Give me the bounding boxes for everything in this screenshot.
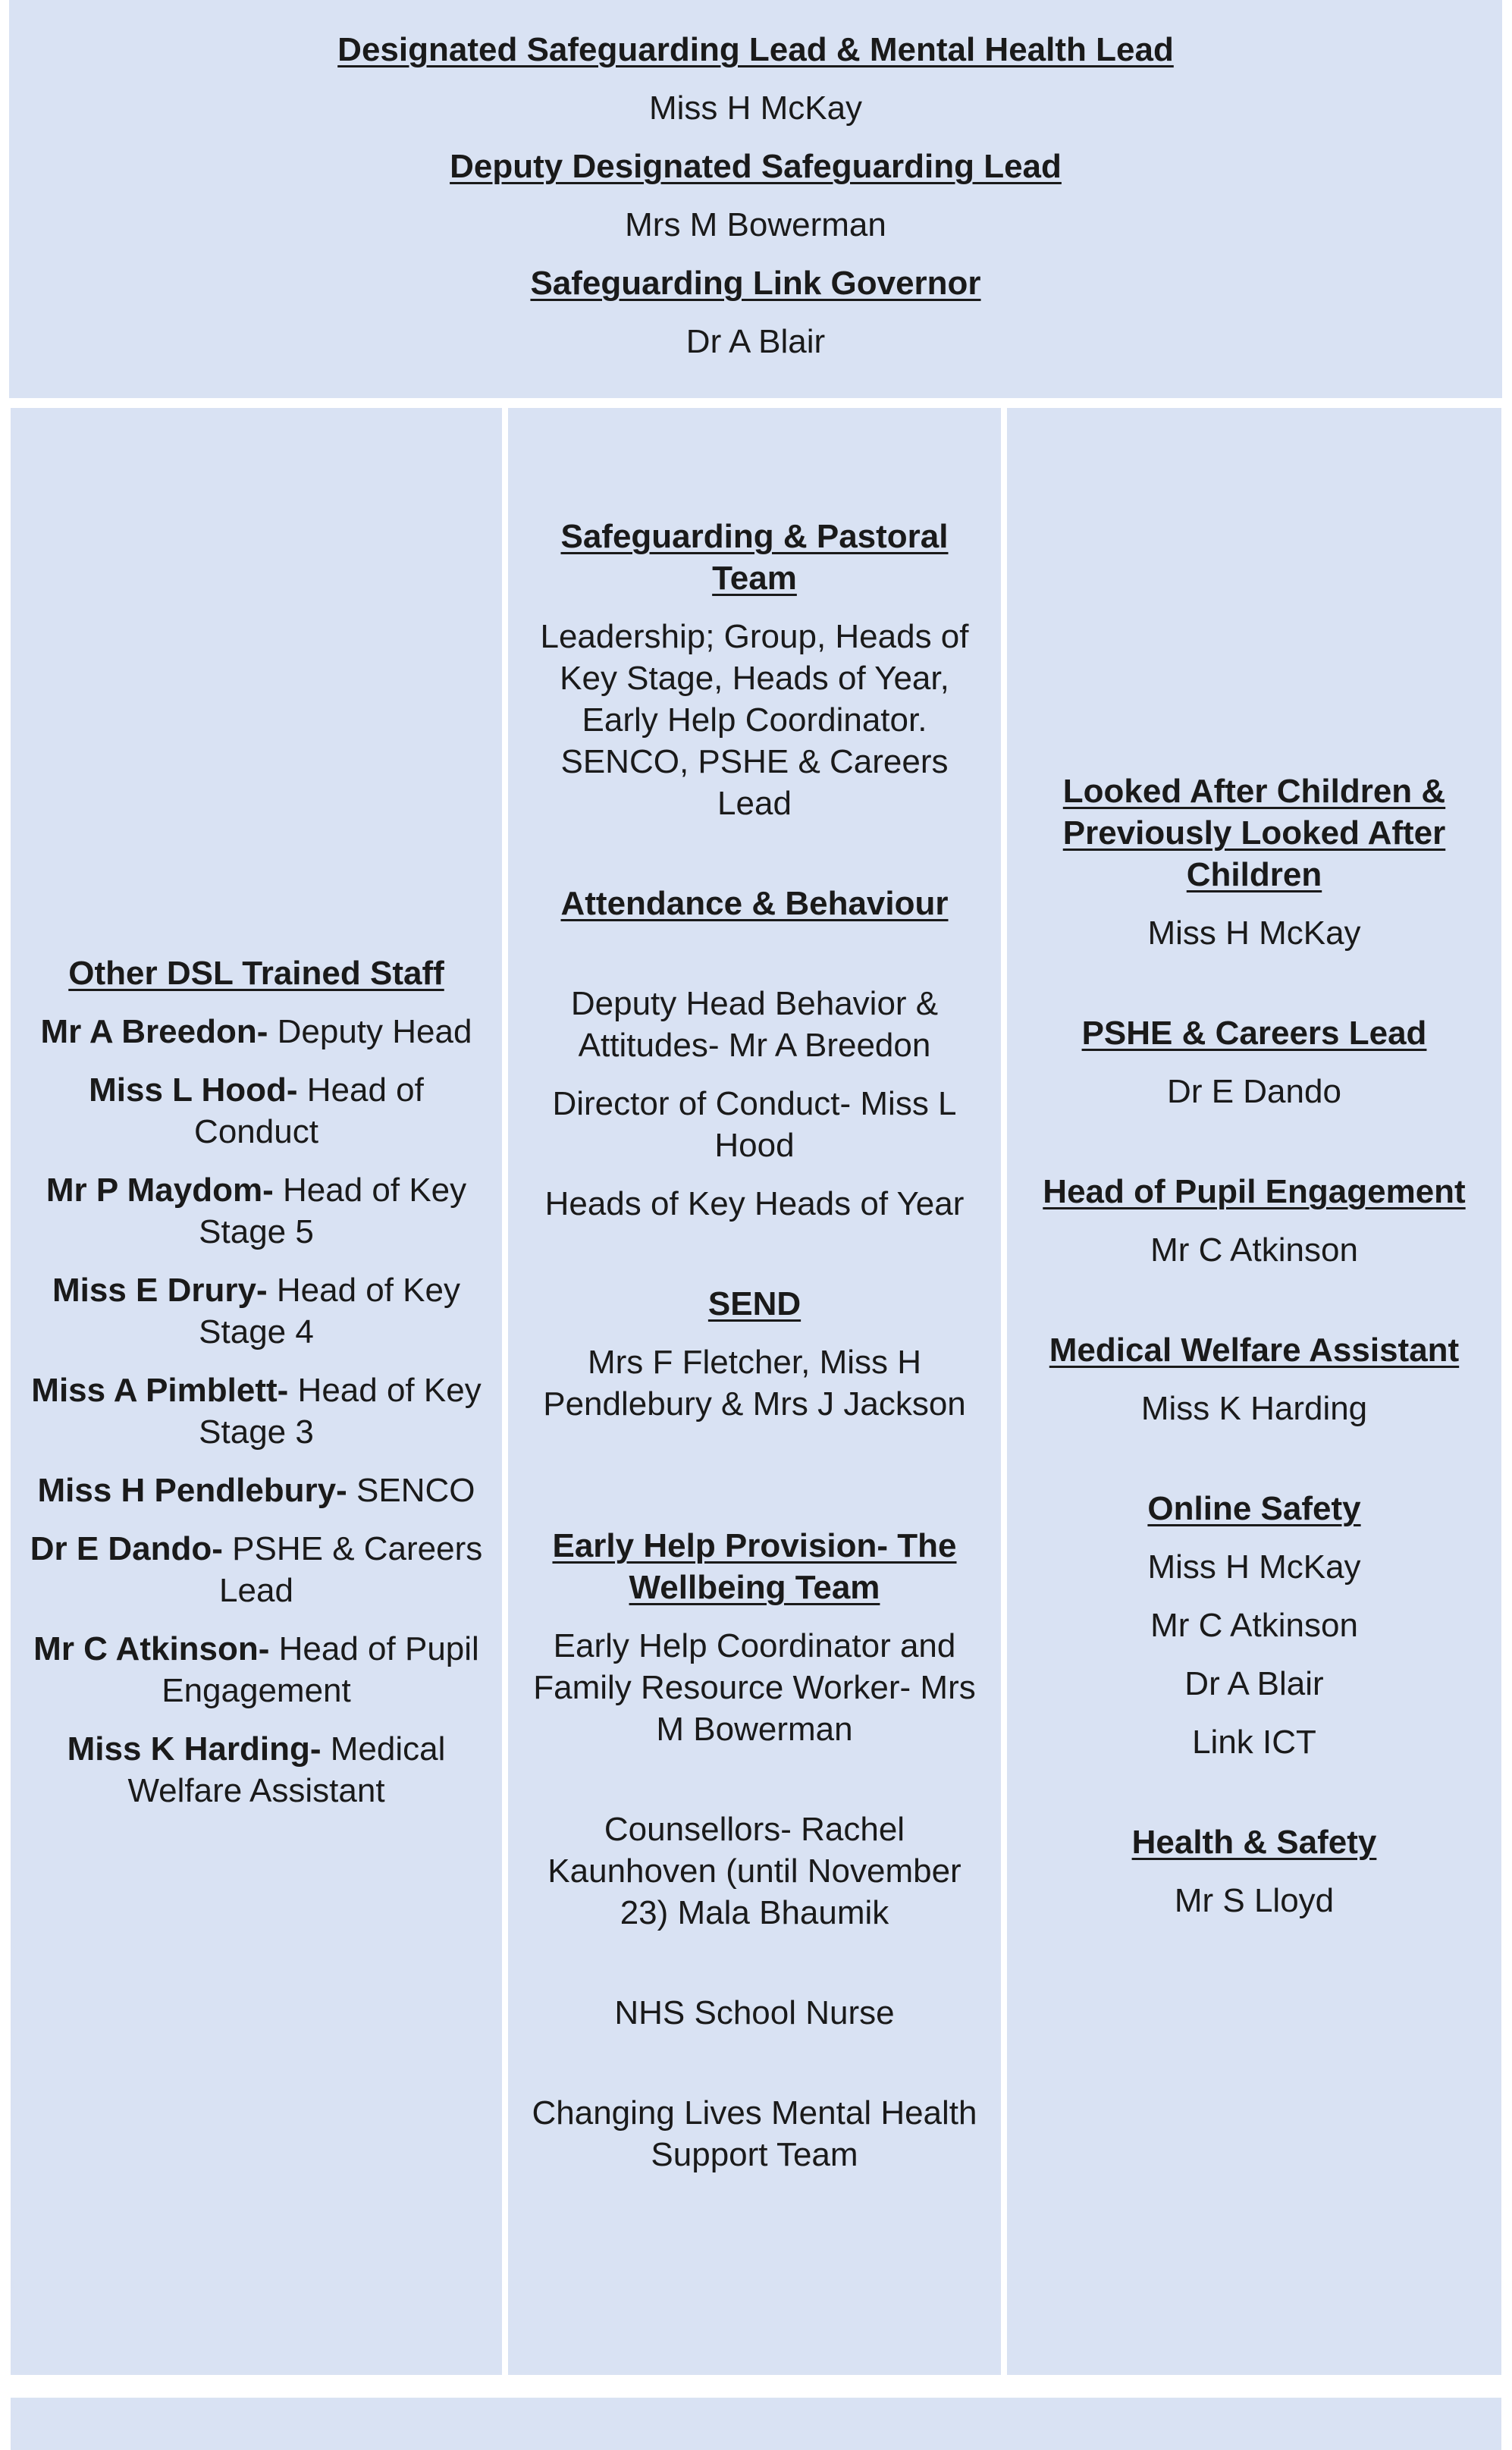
staff-role: Deputy Head bbox=[268, 1013, 472, 1050]
attendance-heading: Attendance & Behaviour bbox=[560, 885, 949, 922]
staff-entry bbox=[26, 1069, 487, 1153]
dsl-summary-panel bbox=[9, 0, 1502, 398]
send-heading: SEND bbox=[707, 1285, 801, 1322]
bottom-panel-edge bbox=[11, 2398, 1501, 2450]
online-safety-name: Miss H McKay bbox=[1147, 1548, 1361, 1586]
medical-name: Miss K Harding bbox=[1140, 1390, 1368, 1427]
staff-role: PSHE & Careers Lead bbox=[219, 1530, 483, 1609]
staff-role: SENCO bbox=[347, 1472, 475, 1509]
early-help-heading: Early Help Provision- The Wellbeing Team bbox=[552, 1527, 957, 1606]
key-roles-column bbox=[1007, 408, 1501, 2375]
online-safety-name: Link ICT bbox=[1192, 1724, 1316, 1761]
pupil-engagement-heading: Head of Pupil Engagement bbox=[1043, 1173, 1466, 1210]
early-help-text: NHS School Nurse bbox=[614, 1994, 895, 2031]
other-dsl-heading: Other DSL Trained Staff bbox=[68, 955, 444, 992]
staff-role: Medical Welfare Assistant bbox=[127, 1730, 446, 1809]
attendance-text: Heads of Key Heads of Year bbox=[544, 1185, 965, 1222]
staff-entry bbox=[41, 1011, 472, 1052]
staff-name: Mr P Maydom- bbox=[45, 1172, 274, 1209]
staff-name: Dr E Dando- bbox=[30, 1530, 223, 1567]
link-governor-heading: Safeguarding Link Governor bbox=[530, 265, 981, 302]
staff-role: Head of Key Stage 3 bbox=[199, 1372, 482, 1451]
staff-name: Miss L Hood- bbox=[89, 1071, 298, 1109]
staff-entry bbox=[26, 1728, 487, 1812]
lac-heading: Looked After Children & Previously Looked After Children bbox=[1062, 773, 1446, 893]
online-safety-name: Mr C Atkinson bbox=[1150, 1607, 1358, 1644]
staff-name: Miss E Drury- bbox=[52, 1272, 268, 1309]
attendance-text: Deputy Head Behavior & Attitudes- Mr A Breedon bbox=[570, 985, 939, 1064]
pshe-heading: PSHE & Careers Lead bbox=[1081, 1015, 1427, 1052]
online-safety-heading: Online Safety bbox=[1147, 1490, 1361, 1527]
staff-role: Head of Key Stage 4 bbox=[199, 1272, 460, 1350]
staff-name: Miss A Pimblett- bbox=[31, 1372, 289, 1409]
pastoral-support-column bbox=[508, 408, 1001, 2375]
staff-role: Head of Conduct bbox=[194, 1071, 424, 1150]
deputy-dsl-name: Mrs M Bowerman bbox=[625, 206, 886, 243]
dsl-name: Miss H McKay bbox=[648, 89, 863, 127]
staff-role: Head of Pupil Engagement bbox=[162, 1630, 479, 1709]
other-dsl-staff-column bbox=[11, 408, 502, 2375]
staff-entry bbox=[37, 1470, 475, 1511]
health-safety-heading: Health & Safety bbox=[1131, 1824, 1377, 1861]
early-help-text: Early Help Coordinator and Family Resource Worker- Mrs M Bowerman bbox=[533, 1627, 976, 1748]
send-text: Mrs F Fletcher, Miss H Pendlebury & Mrs J Jackson bbox=[543, 1344, 966, 1423]
staff-name: Mr A Breedon- bbox=[40, 1013, 268, 1050]
staff-name: Miss H Pendlebury- bbox=[37, 1472, 347, 1509]
pastoral-team-text: Leadership; Group, Heads of Key Stage, Heads of Year, Early Help Coordinator. SENCO, PSHE & Careers Lead bbox=[540, 618, 969, 822]
early-help-text: Changing Lives Mental Health Support Team bbox=[532, 2094, 977, 2173]
staff-name: Mr C Atkinson- bbox=[33, 1630, 270, 1667]
staff-role: Head of Key Stage 5 bbox=[199, 1172, 467, 1250]
pshe-name: Dr E Dando bbox=[1167, 1073, 1341, 1110]
pupil-engagement-name: Mr C Atkinson bbox=[1150, 1231, 1358, 1269]
lac-name: Miss H McKay bbox=[1147, 914, 1361, 952]
staff-entry bbox=[26, 1628, 487, 1711]
attendance-text: Director of Conduct- Miss L Hood bbox=[552, 1085, 957, 1164]
early-help-text: Counsellors- Rachel Kaunhoven (until November 23) Mala Bhaumik bbox=[547, 1811, 961, 1931]
staff-entry bbox=[26, 1369, 487, 1453]
medical-heading: Medical Welfare Assistant bbox=[1049, 1332, 1460, 1369]
staff-entry bbox=[26, 1169, 487, 1253]
health-safety-name: Mr S Lloyd bbox=[1174, 1882, 1335, 1919]
staff-entry bbox=[26, 1528, 487, 1611]
deputy-dsl-heading: Deputy Designated Safeguarding Lead bbox=[450, 148, 1062, 185]
staff-entry bbox=[26, 1269, 487, 1353]
online-safety-name: Dr A Blair bbox=[1184, 1665, 1324, 1702]
dsl-heading: Designated Safeguarding Lead & Mental Health Lead bbox=[337, 31, 1174, 68]
pastoral-team-heading: Safeguarding & Pastoral Team bbox=[560, 518, 949, 597]
link-governor-name: Dr A Blair bbox=[685, 323, 826, 360]
staff-name: Miss K Harding- bbox=[67, 1730, 322, 1768]
